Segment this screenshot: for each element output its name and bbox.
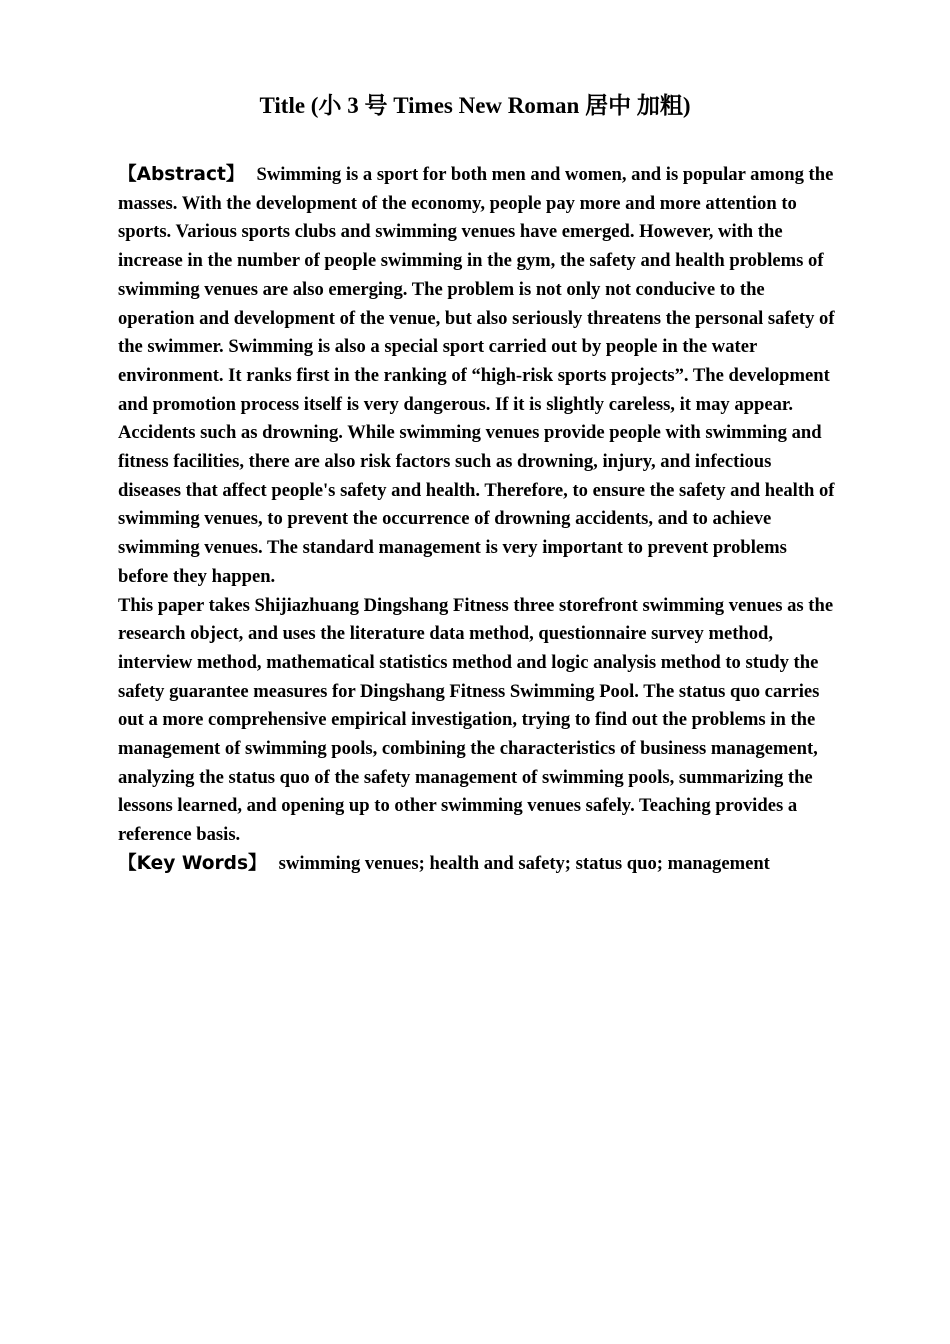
abstract-paragraph: [118, 161, 836, 592]
document-body: [118, 161, 836, 879]
abstract-text: Swimming is a sport for both men and women, and is popular among the masses. With the development of the economy, people pay more and more attention to sports. Various sports clubs and swimming venues have emerged. However, with the increase in the number of people swimming in the gym, the safety and health problems of swimming venues are also emerging. The problem is not only not conducive to the operation and development of the venue, but also seriously threatens the personal safety of the swimmer. Swimming is also a special sport carried out by people in the water environment. It ranks first in the ranking of “high-risk sports projects”. The development and promotion process itself is very dangerous. If it is slightly careless, it may appear. Accidents such as drowning. While swimming venues provide people with swimming and fitness facilities, there are also risk factors such as drowning, injury, and infectious diseases that affect people's safety and health. Therefore, to ensure the safety and health of swimming venues, to prevent the occurrence of drowning accidents, and to achieve swimming venues. The standard management is very important to prevent problems before they happen.: [118, 164, 835, 587]
body-paragraph: This paper takes Shijiazhuang Dingshang Fitness three storefront swimming venues as the research object, and uses the literature data method, questionnaire survey method, interview method, mathematical statistics method and logic analysis method to study the safety guarantee measures for Dingshang Fitness Swimming Pool. The status quo carries out a more comprehensive empirical investigation, trying to find out the problems in the management of swimming pools, combining the characteristics of business management, analyzing the status quo of the safety management of swimming pools, summarizing the lessons learned, and opening up to other swimming venues safely. Teaching provides a reference basis.: [118, 594, 834, 846]
abstract-label: 【Abstract】: [118, 164, 245, 185]
keywords-paragraph: [118, 850, 836, 879]
keywords-label: 【Key Words】: [118, 852, 267, 874]
keywords-text: swimming venues; health and safety; status quo; management: [278, 852, 770, 874]
page-title: Title (小 3 号 Times New Roman 居中 加粗): [259, 93, 691, 118]
